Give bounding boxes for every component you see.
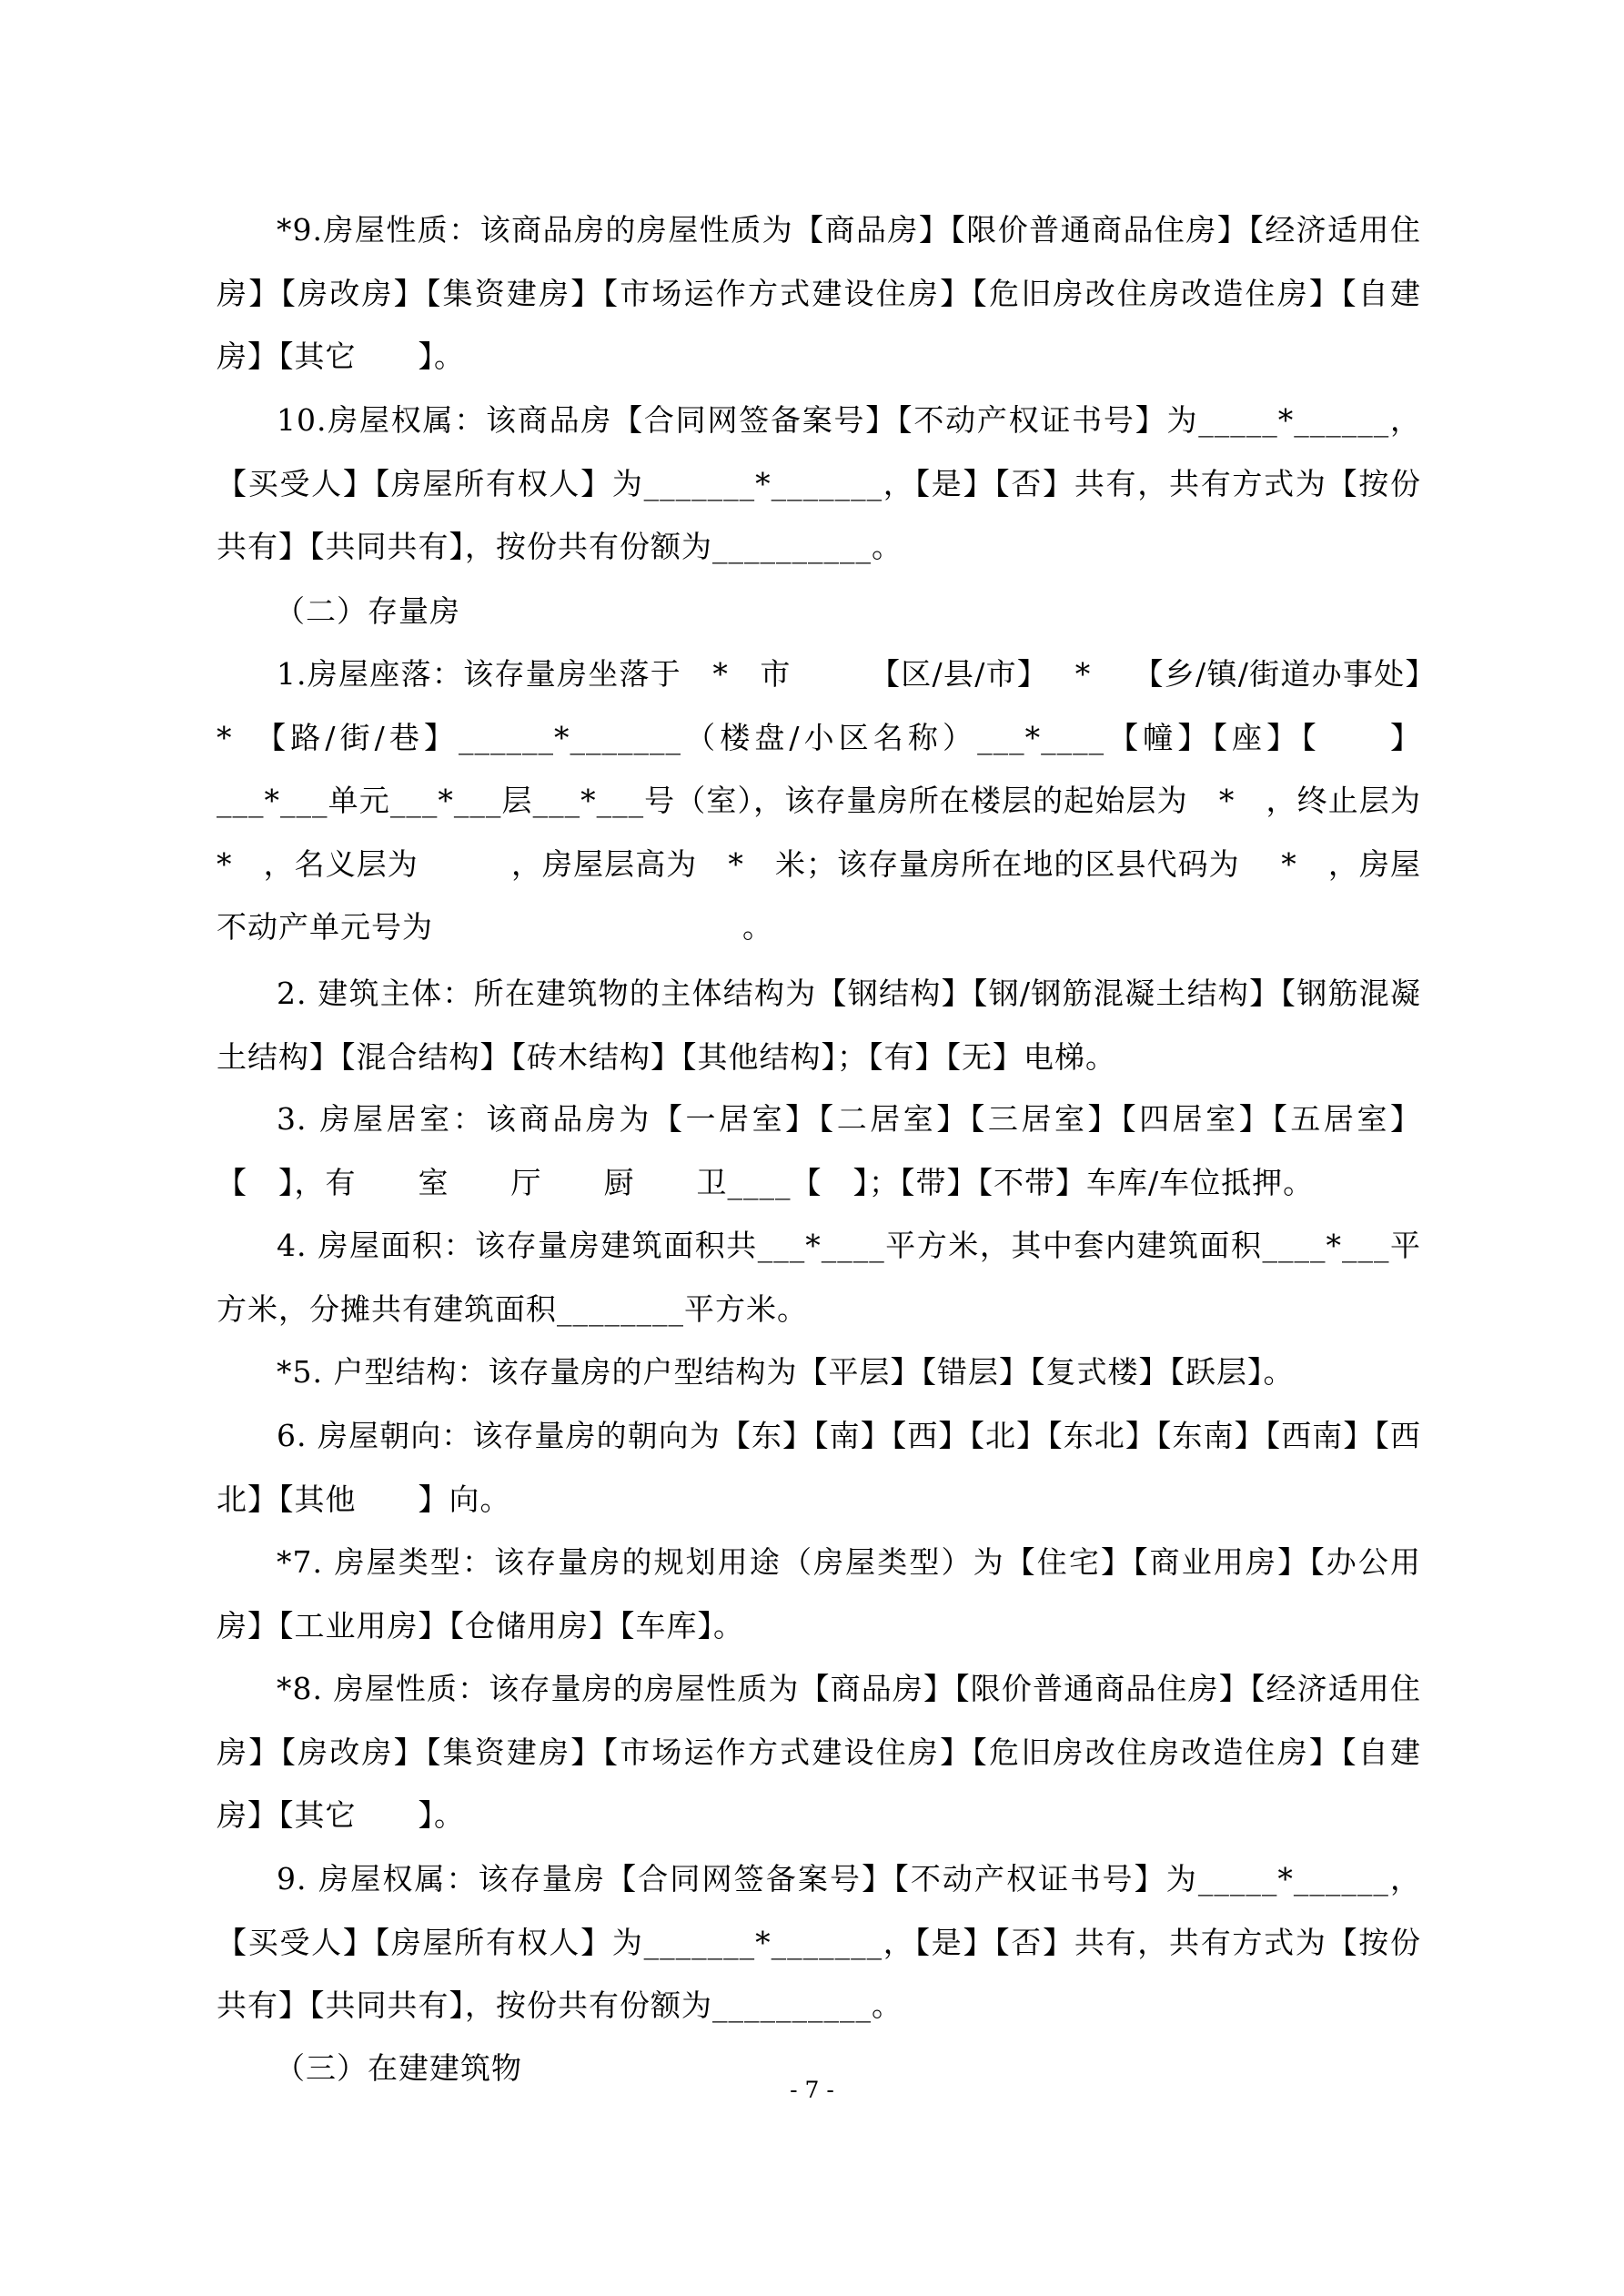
paragraph-existing-location: 1.房屋座落：该存量房坐落于 * 市 【区/县/市】 * 【乡/镇/街道办事处】 * 【路/街/巷】______*_______（楼盘/小区名称）___*____【幢】【座】【 】___*___单元___*___层___*___号（室），该存量房所在楼层的起始层为 * ，终止层为 * ，名义层为 ，房屋层高为 * 米；该存量房所在地的区县代码为 * ，房屋不动产单元号为 。 [217, 656, 1452, 945]
section-heading-existing-house: （二）存量房 [275, 593, 460, 629]
paragraph-new-house-nature: *9.房屋性质：该商品房的房屋性质为【商品房】【限价普通商品住房】【经济适用住房】【房改房】【集资建房】【市场运作方式建设住房】【危旧房改住房改造住房】【自建房】【其它 】。 [217, 212, 1421, 374]
paragraph-existing-nature: *8. 房屋性质：该存量房的房屋性质为【商品房】【限价普通商品住房】【经济适用住房】【房改房】【集资建房】【市场运作方式建设住房】【危旧房改住房改造住房】【自建房】【其它 】。 [217, 1671, 1421, 1833]
paragraph-existing-ownership: 9. 房屋权属：该存量房【合同网签备案号】【不动产权证书号】为_____*______，【买受人】【房屋所有权人】为_______*_______，【是】【否】共有，共有方式为【按份共有】【共同共有】，按份共有份额为__________。 [217, 1861, 1421, 2023]
paragraph-existing-structure: 2. 建筑主体：所在建筑物的主体结构为【钢结构】【钢/钢筋混凝土结构】【钢筋混凝土结构】【混合结构】【砖木结构】【其他结构】；【有】【无】电梯。 [217, 976, 1421, 1075]
paragraph-new-house-ownership: 10.房屋权属：该商品房【合同网签备案号】【不动产权证书号】为_____*______，【买受人】【房屋所有权人】为_______*_______，【是】【否】共有，共有方式为【按份共有】【共同共有】，按份共有份额为__________。 [217, 402, 1421, 564]
paragraph-existing-layout: *5. 户型结构：该存量房的户型结构为【平层】【错层】【复式楼】【跃层】。 [277, 1354, 1295, 1390]
paragraph-existing-type: *7. 房屋类型：该存量房的规划用途（房屋类型）为【住宅】【商业用房】【办公用房】【工业用房】【仓储用房】【车库】。 [217, 1544, 1421, 1644]
paragraph-existing-orientation: 6. 房屋朝向：该存量房的朝向为【东】【南】【西】【北】【东北】【东南】【西南】【西北】【其他 】向。 [217, 1418, 1421, 1517]
paragraph-existing-area: 4. 房屋面积：该存量房建筑面积共___*____平方米，其中套内建筑面积____*___平方米，分摊共有建筑面积________平方米。 [217, 1228, 1421, 1327]
paragraph-existing-rooms: 3. 房屋居室：该商品房为【一居室】【二居室】【三居室】【四居室】【五居室】【 】，有 室 厅 厨 卫____【 】；【带】【不带】车库/车位抵押。 [217, 1101, 1421, 1200]
page-number: - 7 - [790, 2077, 834, 2103]
section-heading-construction: （三）在建建筑物 [275, 2050, 522, 2086]
